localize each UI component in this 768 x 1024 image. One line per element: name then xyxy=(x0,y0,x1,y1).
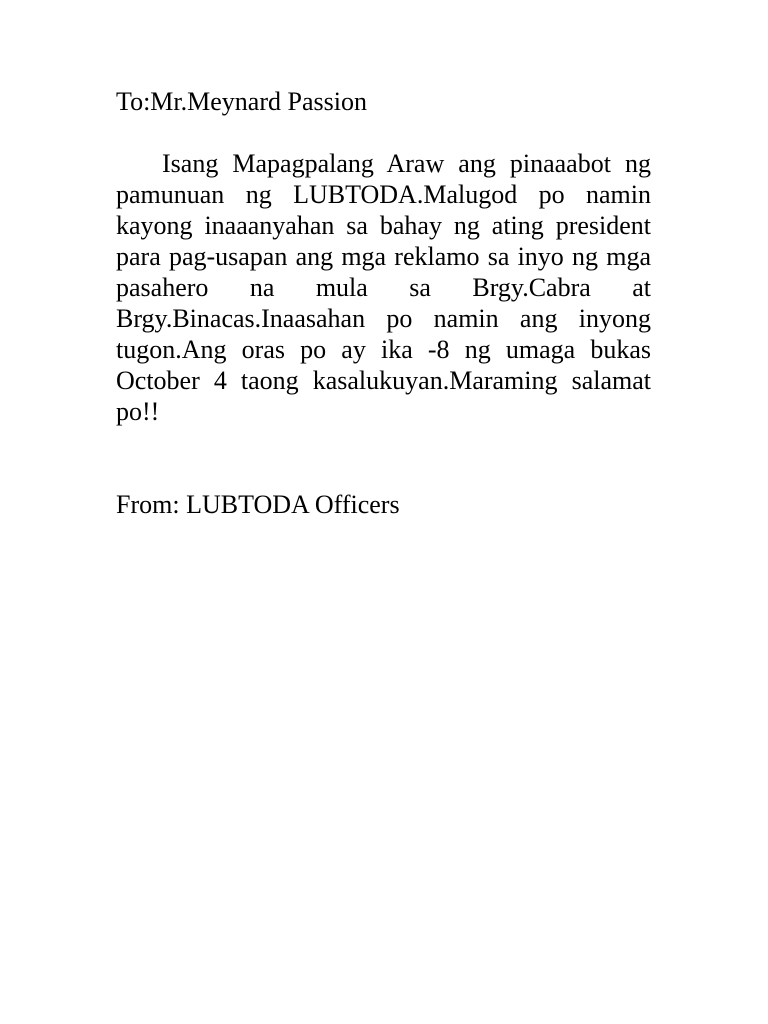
sender-line: From: LUBTODA Officers xyxy=(116,490,400,519)
letter-body: Isang Mapagpalang Araw ang pinaaabot ng pamunuan ng LUBTODA.Malugod po namin kayong inaaanyahan sa bahay ng ating president para pag-usapan ang mga reklamo sa inyo ng mga pasahero na mula sa Brgy.Cabra at Brgy.Binacas.Inaasahan po namin ang inyong tugon.Ang oras po ay ika -8 ng umaga bukas October 4 taong kasalukuyan.Maraming salamat po!! xyxy=(116,149,651,426)
letter xyxy=(116,86,651,520)
recipient-line: To:Mr.Meynard Passion xyxy=(116,87,367,116)
